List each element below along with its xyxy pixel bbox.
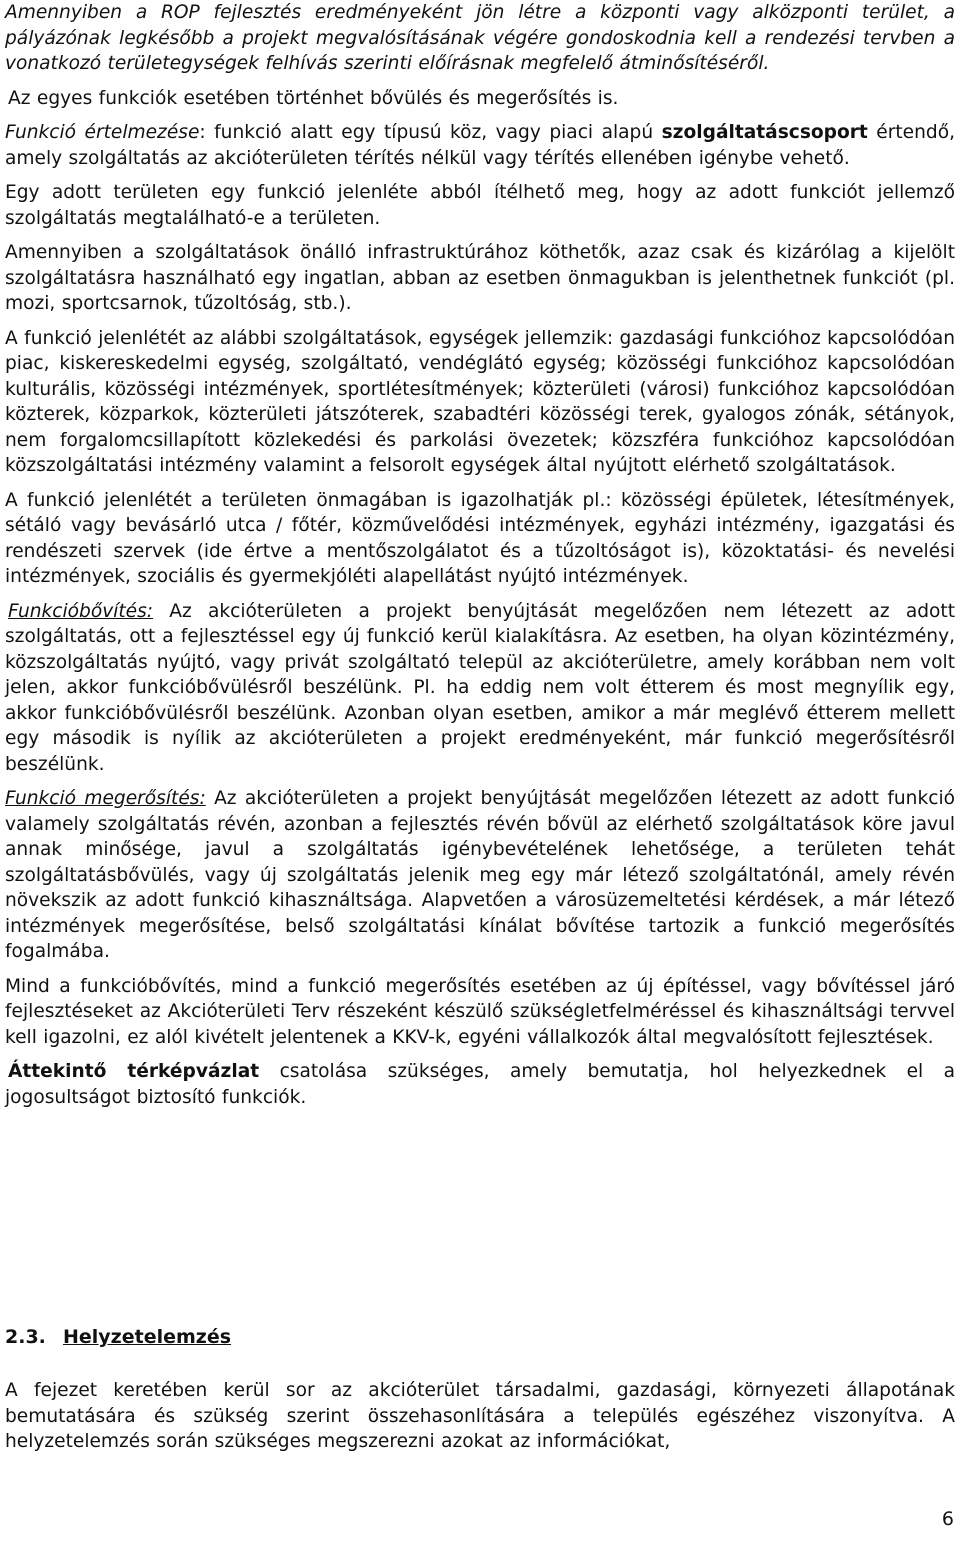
function-strengthening-text: Az akcióterületen a projekt benyújtását megelőzően létezett az adott funkció valamely szolgáltatás révén, azonban a fejlesztés révén bővül az elérhető szolgáltatások köre javul annak minősége, javul a szolgáltatás igénybevételének lehetősége, a területen tehát szolgáltatásbővülés, vagy új szolgáltatás jelenik meg egy már létező szolgáltatónál, amely révén növekszik az adott funkció kihasználtsága. Alapvetően a városüzemeltetési kérdések, a már létező intézmények megerősítése, belső szolgáltatási kínálat bővítése tartozik a funkció megerősítés fogalmába. [5, 788, 955, 962]
paragraph-independent-infrastructure: Amennyiben a szolgáltatások önálló infrastruktúrához köthetők, azaz csak és kizárólag a kijelölt szolgáltatásra használható egy ingatlan, abban az esetben önmagukban is jelenthetnek funkciót (pl. mozi, sportcsarnok, tűzoltóság, stb.). [5, 242, 955, 314]
map-sketch-text: csatolása szükséges, amely bemutatja, hol helyezkednek el a jogosultságot biztosító funkciók. [5, 1061, 955, 1108]
section-number: 2.3. [5, 1326, 46, 1348]
function-expansion-text: Az akcióterületen a projekt benyújtását megelőzően nem létezett az adott szolgáltatás, ott a fejlesztéssel egy új funkció kerül kialakításra. Az esetben, ha olyan közintézmény, közszolgáltatás nyújtó, vagy privát szolgáltató települ az akcióterületre, amely korábban nem volt jelen, akkor funkcióbővülésről beszélünk. Pl. ha eddig nem volt étterem és most megnyílik egy, akkor funkcióbővülésről beszélünk. Azonban olyan esetben, amikor a már meglévő étterem mellett egy második is nyílik az akcióterületen a projekt eredményeként, már funkció megerősítésről beszélünk. [5, 600, 955, 775]
paragraph-function-definition [5, 120, 955, 171]
paragraph-function-presence: Egy adott területen egy funkció jelenléte abból ítélhető meg, hogy az adott funkciót jellemző szolgáltatás megtalálható-e a területen. [5, 182, 955, 229]
section-title: Helyzetelemzés [63, 1326, 232, 1348]
paragraph-function-expansion [5, 599, 955, 778]
paragraph-function-strengthening [5, 786, 955, 965]
function-expansion-label: Funkcióbővítés: [8, 600, 154, 622]
page-number: 6 [941, 1508, 954, 1530]
function-definition-bold: szolgáltatáscsoport [661, 122, 868, 143]
function-definition-label: Funkció értelmezése [5, 122, 200, 143]
paragraph-proof-examples: A funkció jelenlétét a területen önmagában is igazolhatják pl.: közösségi épületek, létesítmények, sétáló vagy bevásárló utca / főtér, közművelődési intézmények, egyházi intézmény, igazgatási és rendészeti szervek (ide értve a mentőszolgálatot és a tűzoltóságot is), közoktatási- és nevelési intézmények, szociális és gyermekjóléti alapellátást nyújtó intézmények. [5, 489, 955, 587]
map-sketch-bold: Áttekintő térképvázlat [8, 1061, 260, 1082]
function-definition-text-a: : funkció alatt egy típusú köz, vagy piaci alapú [199, 122, 662, 143]
function-strengthening-label: Funkció megerősítés: [5, 788, 206, 809]
document-page [5, 0, 955, 1452]
paragraph-expansion-note: Az egyes funkciók esetében történhet bővülés és megerősítés is. [8, 87, 619, 109]
function-definition-text-b: értendő, amely szolgáltatás az akcióterületen térítés nélkül vagy térítés ellenében igénybe vehető. [5, 122, 955, 169]
paragraph-rop-requirement: Amennyiben a ROP fejlesztés eredményeként jön létre a központi vagy alközponti terület, a pályázónak legkésőbb a projekt megvalósításának végére gondoskodnia kell a rendezési tervben a vonatkozó területegységek felhívás szerinti előírásnak megfelelő átminősítéséről. [5, 2, 955, 74]
section-heading [5, 1323, 231, 1351]
paragraph-map-sketch [5, 1059, 955, 1110]
paragraph-situation-analysis: A fejezet keretében kerül sor az akcióterület társadalmi, gazdasági, környezeti állapotának bemutatására és szükség szerint összehasonlítására a település egészéhez viszonyítva. A helyzetelemzés során szükséges megszerezni azokat az információkat, [5, 1380, 955, 1452]
paragraph-needs-assessment: Mind a funkcióbővítés, mind a funkció megerősítés esetében az új építéssel, vagy bővítéssel járó fejlesztéseket az Akcióterületi Terv részeként készülő szükségletfelméréssel és kihasználtsági tervvel kell igazolni, ez alól kivételt jelentenek a KKV-k, egyéni vállalkozók által megvalósított fejlesztések. [5, 975, 955, 1048]
paragraph-service-examples: A funkció jelenlétét az alábbi szolgáltatások, egységek jellemzik: gazdasági funkcióhoz kapcsolódóan piac, kiskereskedelmi egység, szolgáltató, vendéglátó egység; közösségi funkcióhoz kapcsolódóan kulturális, közösségi intézmények, sportlétesítmények; közterületi (városi) funkcióhoz kapcsolódóan közterek, közparkok, közterületi játszóterek, szabadtéri közösségi terek, gyalogos zónák, sétányok, nem forgalomcsillapított közlekedési és parkolási övezetek; közszféra funkcióhoz kapcsolódóan közszolgáltatási intézmény valamint a felsorolt egységek által nyújtott elérhető szolgáltatások. [5, 327, 955, 476]
